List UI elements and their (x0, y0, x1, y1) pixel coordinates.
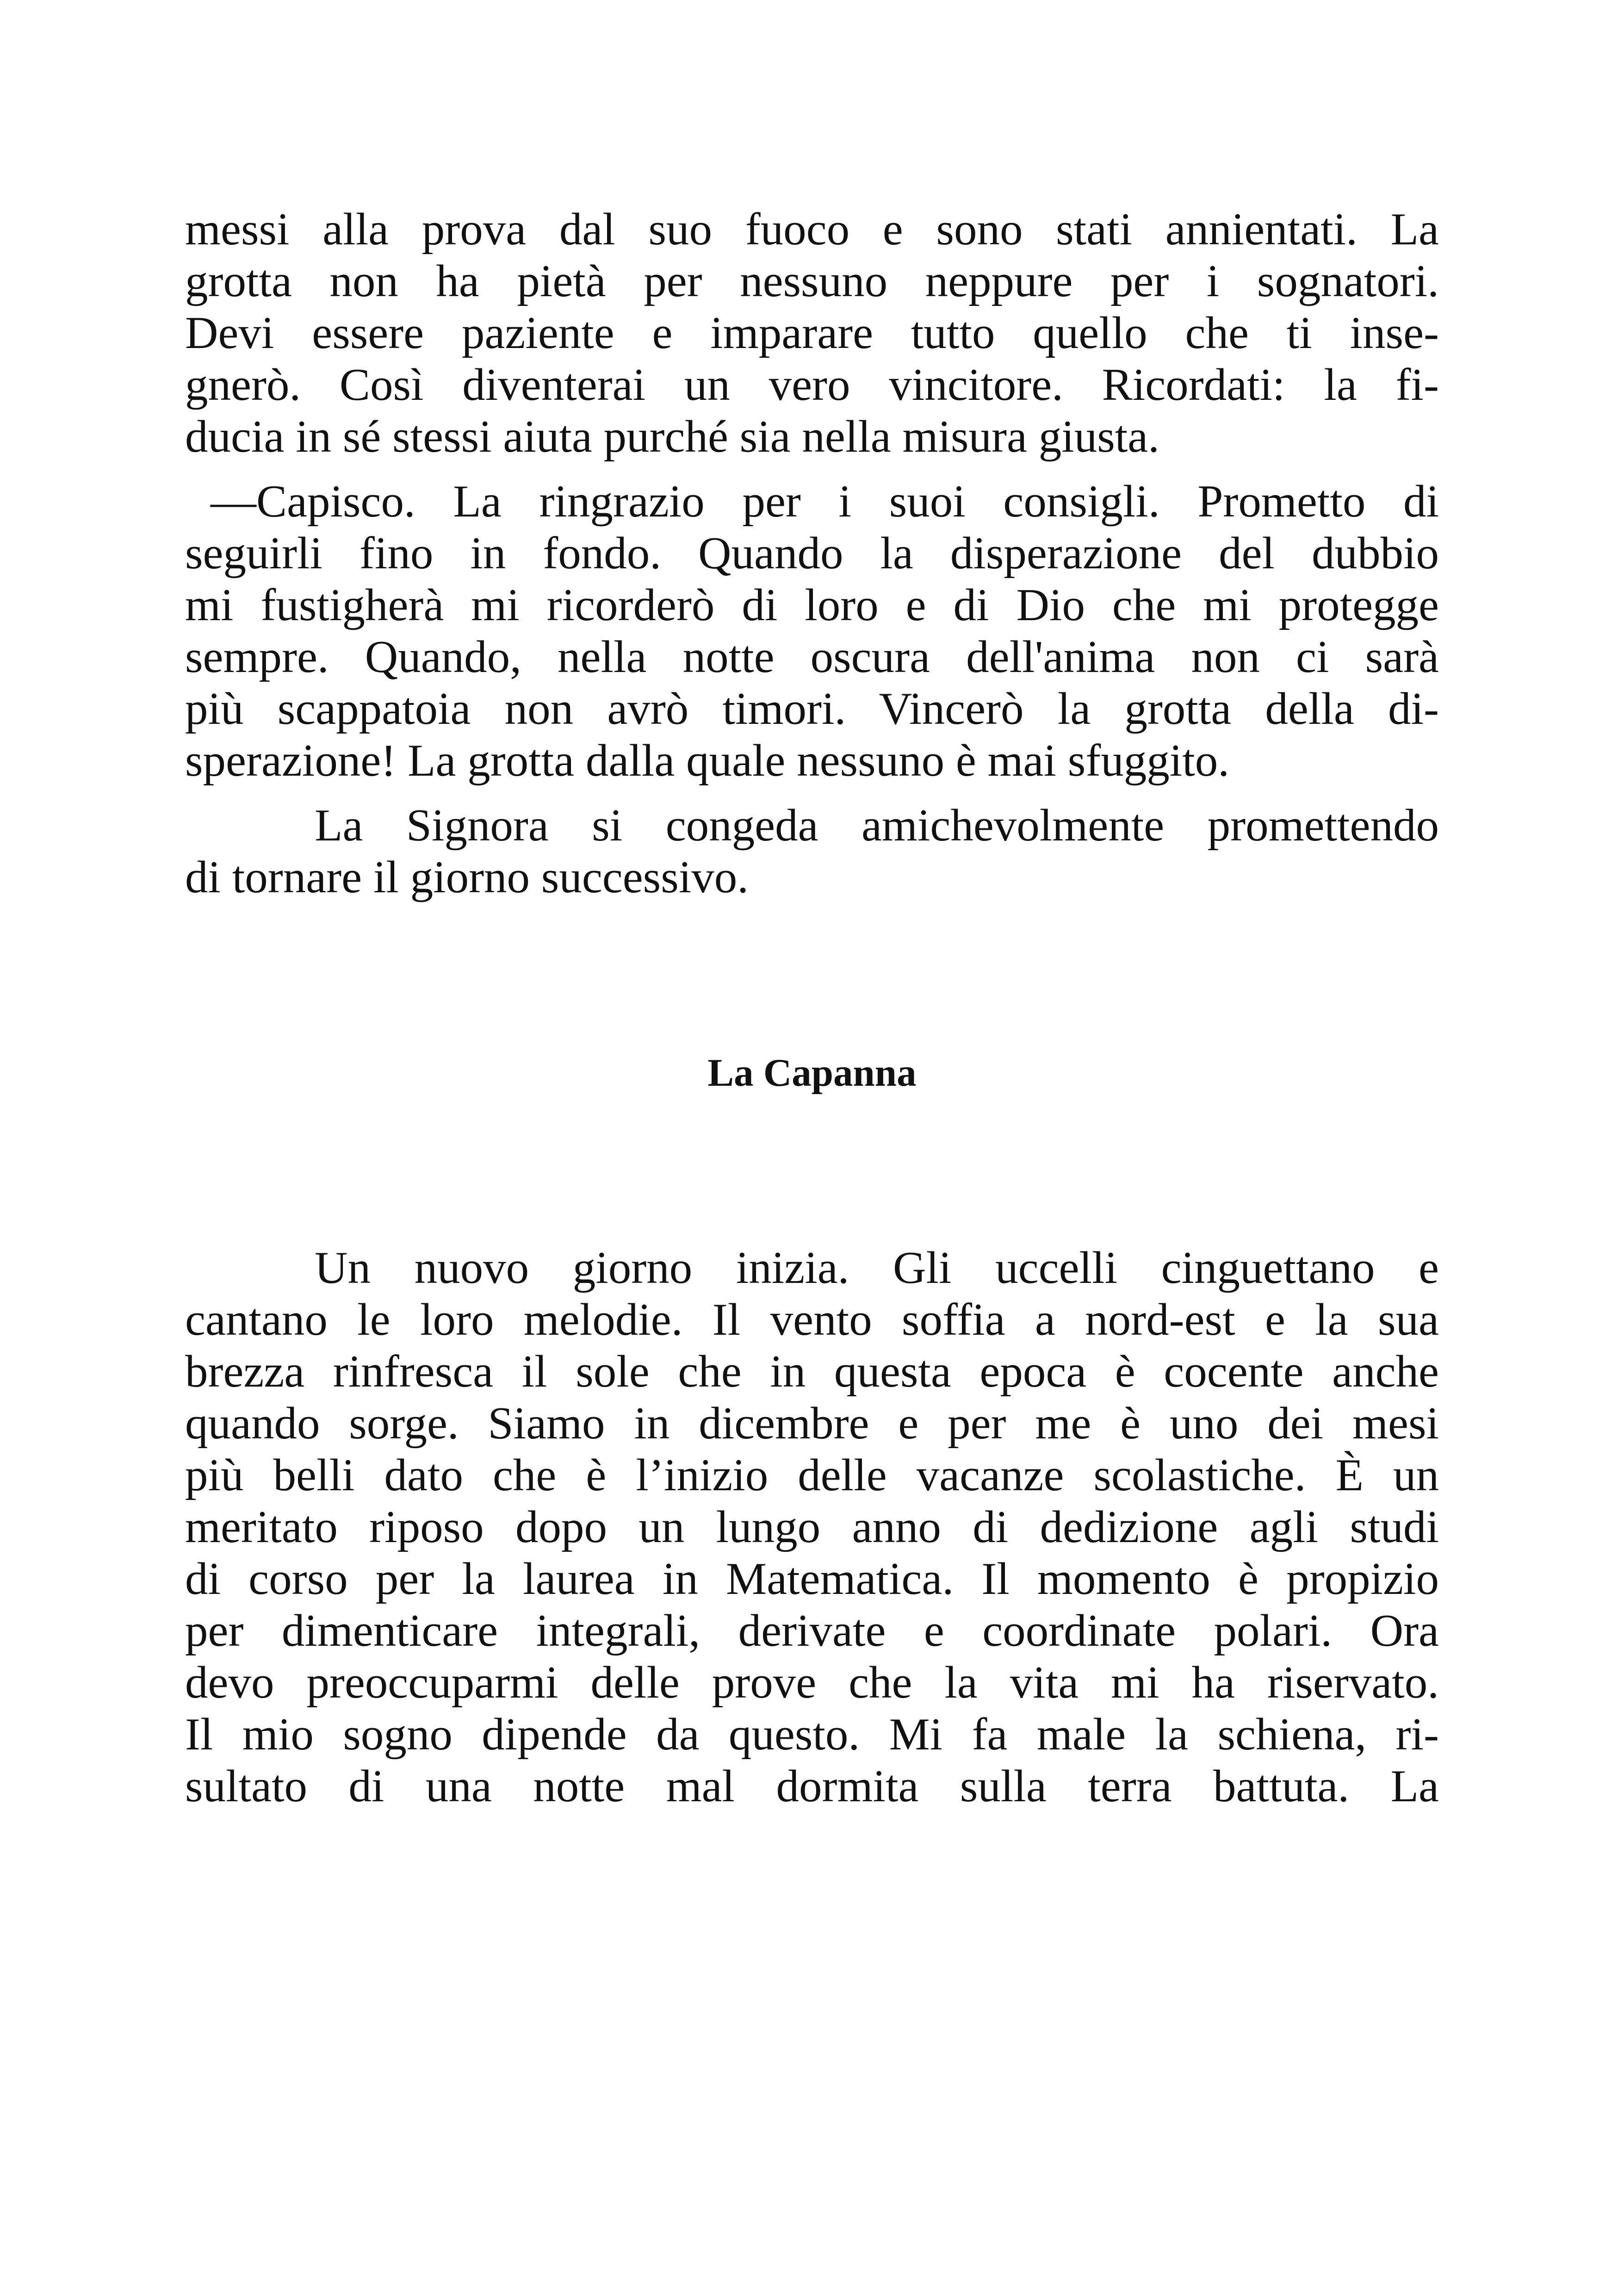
paragraph-farewell (185, 800, 1439, 903)
paragraph-dialogue (185, 476, 1439, 787)
text-line: di corso per la laurea in Matematica. Il momento è propizio (185, 1554, 1439, 1604)
text-line: più belli dato che è l’inizio delle vacanze scolastiche. È un (185, 1450, 1439, 1500)
text-line: —Capisco. La ringrazio per i suoi consigli. Prometto di (211, 476, 1439, 527)
text-line: di tornare il giorno successivo. (185, 852, 749, 902)
text-line: mi fustigherà mi ricorderò di loro e di Dio che mi protegge (185, 580, 1439, 630)
text-line: per dimenticare integrali, derivate e coordinate polari. Ora (185, 1605, 1439, 1656)
paragraph-advice (185, 204, 1439, 463)
text-line: più scappatoia non avrò timori. Vincerò la grotta della di- (185, 684, 1439, 734)
text-line: seguirli fino in fondo. Quando la disperazione del dubbio (185, 528, 1439, 579)
text-line: sempre. Quando, nella notte oscura dell'anima non ci sarà (185, 632, 1439, 682)
text-line: cantano le loro melodie. Il vento soffia a nord-est e la sua (185, 1294, 1439, 1345)
text-line: Il mio sogno dipende da questo. Mi fa male la schiena, ri- (185, 1709, 1439, 1760)
chapter-title: La Capanna (707, 1051, 917, 1095)
chapter-paragraph (185, 1242, 1439, 1812)
book-page (185, 204, 1439, 1812)
text-line: devo preoccuparmi delle prove che la vita mi ha riservato. (185, 1657, 1439, 1708)
text-line: Devi essere paziente e imparare tutto quello che ti inse- (185, 308, 1439, 358)
text-line: ducia in sé stessi aiuta purché sia nella misura giusta. (185, 411, 1159, 462)
text-line: messi alla prova dal suo fuoco e sono stati annientati. La (185, 204, 1439, 255)
text-line: meritato riposo dopo un lungo anno di dedizione agli studi (185, 1502, 1439, 1552)
text-line: sultato di una notte mal dormita sulla terra battuta. La (185, 1761, 1439, 1811)
text-line: quando sorge. Siamo in dicembre e per me è uno dei mesi (185, 1398, 1439, 1449)
text-line: sperazione! La grotta dalla quale nessuno è mai sfuggito. (185, 735, 1229, 786)
text-line: brezza rinfresca il sole che in questa epoca è cocente anche (185, 1346, 1439, 1397)
text-line: Un nuovo giorno inizia. Gli uccelli cinguettano e (315, 1243, 1439, 1293)
text-line: gnerò. Così diventerai un vero vincitore. Ricordati: la fi- (185, 360, 1439, 410)
text-line: La Signora si congeda amichevolmente promettendo (315, 800, 1439, 851)
text-line: grotta non ha pietà per nessuno neppure per i sognatori. (185, 256, 1439, 306)
